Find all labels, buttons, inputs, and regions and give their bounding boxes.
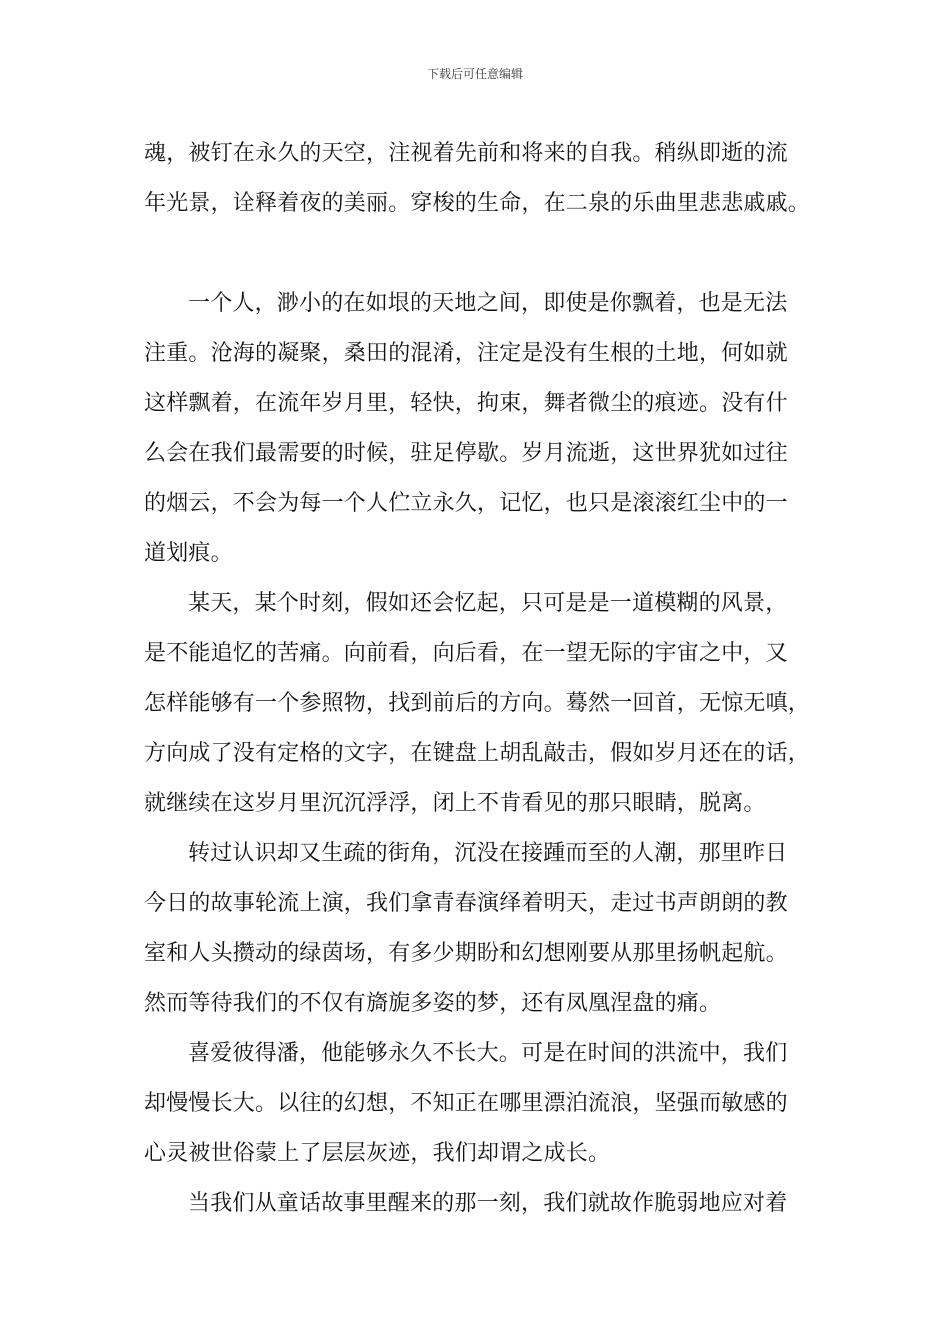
page-header: 下载后可任意编辑 [426, 67, 523, 81]
text-line: 怎样能够有一个参照物，找到前后的方向。蓦然一回首，无惊无嗔， [144, 691, 811, 716]
text-line: 心灵被世俗蒙上了层层灰迹，我们却谓之成长。 [144, 1141, 611, 1166]
text-line: 这样飘着，在流年岁月里，轻快，拘束，舞者微尘的痕迹。没有什 [144, 391, 788, 416]
text-line: 方向成了没有定格的文字，在键盘上胡乱敲击，假如岁月还在的话， [144, 741, 811, 766]
text-line: 就继续在这岁月里沉沉浮浮，闭上不肯看见的那只眼睛，脱离。 [144, 791, 766, 816]
paragraph [144, 279, 799, 579]
text-line: 却慢慢长大。以往的幻想，不知正在哪里漂泊流浪，坚强而敏感的 [144, 1091, 788, 1116]
text-line: 么会在我们最需要的时候，驻足停歇。岁月流逝，这世界犹如过往 [144, 441, 788, 466]
paragraph [144, 1029, 799, 1179]
text-line: 的烟云，不会为每一个人伫立永久，记忆，也只是滚滚红尘中的一 [144, 491, 788, 516]
text-line: 今日的故事轮流上演，我们拿青春演绎着明天，走过书声朗朗的教 [144, 891, 788, 916]
text-line: 转过认识却又生疏的街角，沉没在接踵而至的人潮，那里昨日 [188, 841, 788, 866]
paragraph [144, 579, 811, 829]
text-line: 年光景，诠释着夜的美丽。穿梭的生命，在二泉的乐曲里悲悲戚戚。 [144, 191, 811, 216]
text-line: 一个人，渺小的在如垠的天地之间，即使是你飘着，也是无法 [188, 291, 788, 316]
paragraph [144, 129, 811, 229]
text-line: 喜爱彼得潘，他能够永久不长大。可是在时间的洪流中，我们 [188, 1041, 788, 1066]
text-line: 道划痕。 [144, 541, 233, 566]
paragraph [144, 1179, 799, 1229]
paragraph-gap [144, 229, 799, 279]
text-line: 魂，被钉在永久的天空，注视着先前和将来的自我。稍纵即逝的流 [144, 141, 788, 166]
text-line: 室和人头攒动的绿茵场，有多少期盼和幻想刚要从那里扬帆起航。 [144, 941, 788, 966]
text-line: 然而等待我们的不仅有旖旎多姿的梦，还有凤凰涅盘的痛。 [144, 991, 722, 1016]
paragraph [144, 829, 799, 1029]
text-line: 当我们从童话故事里醒来的那一刻，我们就故作脆弱地应对着 [188, 1191, 788, 1216]
text-line: 注重。沧海的凝聚，桑田的混淆，注定是没有生根的土地，何如就 [144, 341, 788, 366]
document-body [144, 129, 811, 1229]
text-line: 某天，某个时刻，假如还会忆起，只可是是一道模糊的风景， [188, 591, 788, 616]
text-line: 是不能追忆的苦痛。向前看，向后看，在一望无际的宇宙之中，又 [144, 641, 788, 666]
